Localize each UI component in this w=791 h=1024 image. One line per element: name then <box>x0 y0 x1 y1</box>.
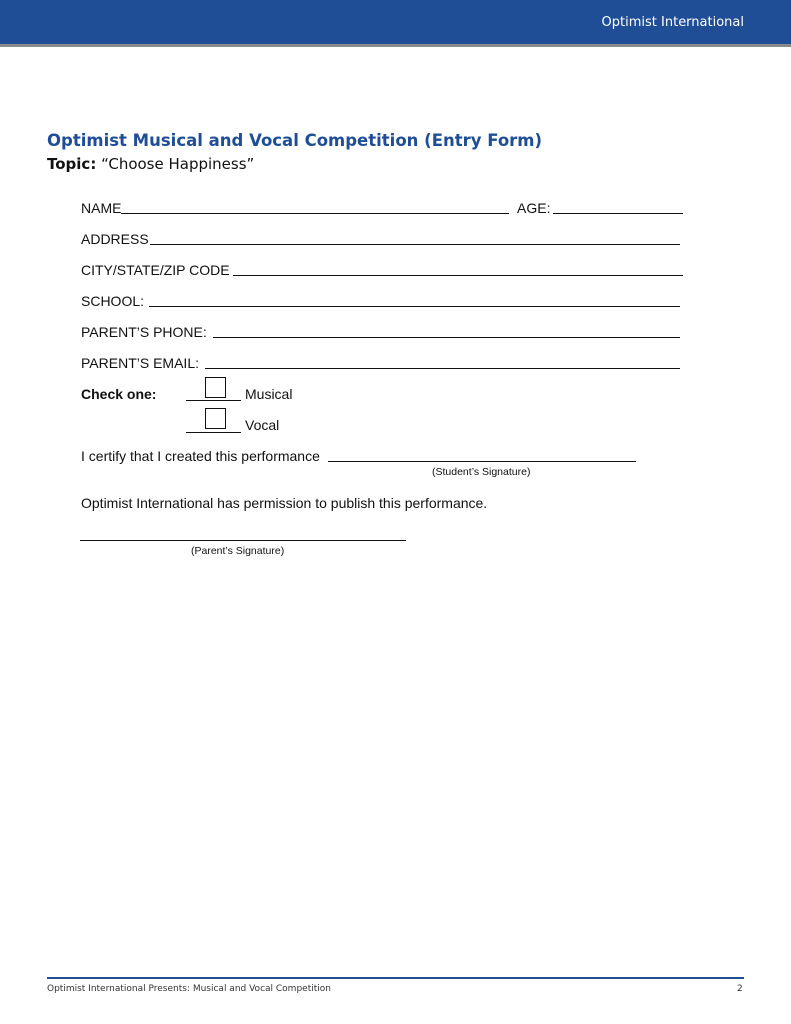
parent-signature-field[interactable] <box>80 540 406 541</box>
address-field[interactable] <box>150 244 680 245</box>
musical-option-label: Musical <box>245 386 293 402</box>
school-field[interactable] <box>149 306 680 307</box>
age-label: AGE: <box>517 200 551 216</box>
name-field[interactable] <box>121 213 509 214</box>
header-divider <box>0 44 791 47</box>
student-signature-caption: (Student’s Signature) <box>432 466 531 478</box>
vocal-underline <box>186 432 241 433</box>
musical-checkbox[interactable] <box>205 377 226 398</box>
check-one-label: Check one: <box>81 386 157 402</box>
address-label: ADDRESS <box>81 231 149 247</box>
age-field[interactable] <box>553 213 683 214</box>
footer-title: Optimist International Presents: Musical and Vocal Competition <box>47 984 331 994</box>
header-org-name: Optimist International <box>601 15 744 30</box>
certify-text: I certify that I created this performance <box>81 448 320 464</box>
city-state-zip-label: CITY/STATE/ZIP CODE <box>81 262 230 278</box>
parent-phone-label: PARENT’S PHONE: <box>81 324 207 340</box>
permission-text: Optimist International has permission to publish this performance. <box>81 495 488 511</box>
vocal-option-label: Vocal <box>245 417 280 433</box>
student-signature-field[interactable] <box>328 461 636 462</box>
footer-divider <box>47 977 744 979</box>
form-title: Optimist Musical and Vocal Competition (Entry Form) <box>47 131 543 150</box>
city-state-zip-field[interactable] <box>233 275 683 276</box>
parent-email-label: PARENT’S EMAIL: <box>81 355 199 371</box>
vocal-checkbox[interactable] <box>205 408 226 429</box>
topic-label: Topic: <box>47 155 97 173</box>
school-label: SCHOOL: <box>81 293 145 309</box>
parent-phone-field[interactable] <box>213 337 680 338</box>
topic-value: “Choose Happiness” <box>101 155 255 173</box>
musical-underline <box>186 400 241 401</box>
name-label: NAME <box>81 200 122 216</box>
parent-signature-caption: (Parent’s Signature) <box>191 545 285 557</box>
page-number: 2 <box>737 984 743 994</box>
header-bar <box>0 0 791 44</box>
topic-line <box>47 155 254 173</box>
parent-email-field[interactable] <box>205 368 680 369</box>
